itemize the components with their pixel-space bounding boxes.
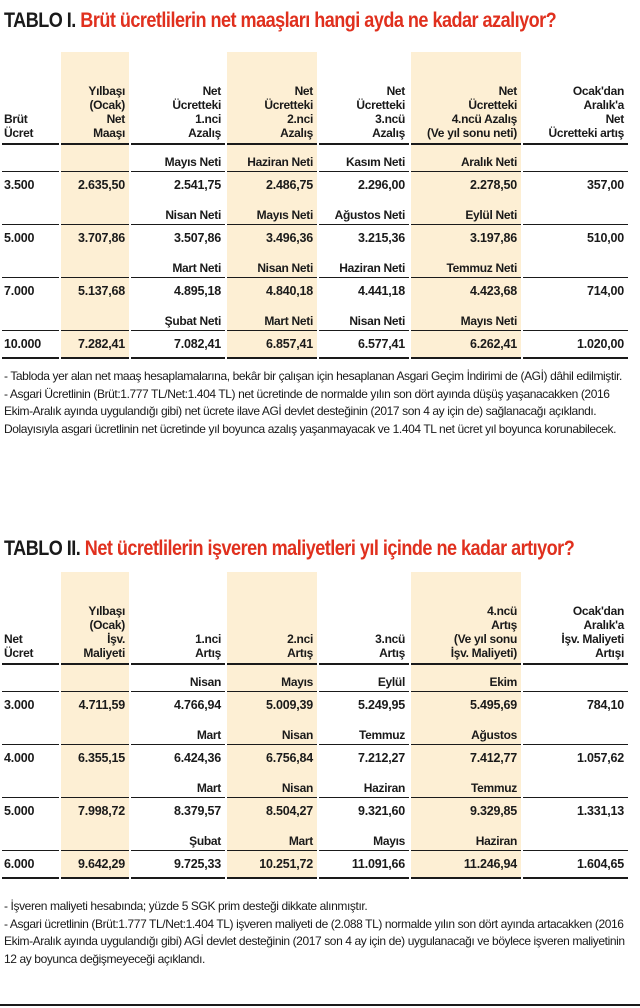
table-cell: 6.355,15 [60, 745, 130, 772]
table1-value-row [2, 331, 628, 359]
table-cell: 7.082,41 [130, 331, 226, 359]
month-label: Mart [226, 824, 318, 851]
table-cell: 3.507,86 [130, 225, 226, 252]
table-cell: 6.577,41 [318, 331, 410, 359]
month-label: Nisan Neti [130, 198, 226, 225]
table-cell: 714,00 [522, 278, 628, 305]
table-cell: 357,00 [522, 172, 628, 199]
table2-value-row [2, 692, 628, 719]
table-cell: 2.541,75 [130, 172, 226, 199]
note: - Asgari Ücretlinin (Brüt:1.777 TL/Net:1.404 TL) net ücretinde de normalde yılın son dört ayında düşüş yaşanacakken (2016 Ekim-Aralık ayında uygulandığı gibi) net ücrete ilave AGİ devlet desteğinin (2017 son 4 ay için de) sağlanacağı açıklandı. Dolayısıyla asgari ücretlinin net ücretinde yıl boyunca azalış yaşanmayacak ve 1.404 TL net ücret yıl boyunca korunabilecek. [4, 386, 617, 436]
table-cell: 7.212,27 [318, 745, 410, 772]
month-label: Mart Neti [226, 304, 318, 331]
table2-month-row [2, 718, 628, 745]
table-cell: 1.057,62 [522, 745, 628, 772]
table-cell: 2.296,00 [318, 172, 410, 199]
table-cell: 784,10 [522, 692, 628, 719]
table-cell: 7.282,41 [60, 331, 130, 359]
note: - Tabloda yer alan net maaş hesaplamalarına, bekâr bir çalışan için hesaplanan Asgari Geçim İndirimi de (AGİ) dâhil edilmiştir. [4, 369, 622, 383]
table2-value-row [2, 798, 628, 825]
month-label: Nisan [226, 718, 318, 745]
table2-col-header: 2.nci Artış [226, 572, 318, 664]
month-label: Şubat Neti [130, 304, 226, 331]
table1-value-row [2, 225, 628, 252]
table-cell: 3.197,86 [410, 225, 522, 252]
table-cell: 9.642,29 [60, 851, 130, 879]
table1-value-row [2, 172, 628, 199]
table-cell: 5.000 [2, 225, 60, 252]
table1-col-header: Net Ücretteki 3.ncü Azalış [318, 52, 410, 144]
table2 [2, 572, 628, 879]
bottom-rule [0, 1004, 640, 1006]
table2-label: TABLO II. [4, 537, 81, 560]
table-cell: 510,00 [522, 225, 628, 252]
table1-month-row [2, 144, 628, 172]
table-cell: 9.725,33 [130, 851, 226, 879]
table-cell: 7.998,72 [60, 798, 130, 825]
table-cell: 8.379,57 [130, 798, 226, 825]
month-label: Mayıs Neti [130, 144, 226, 172]
month-label: Mayıs Neti [226, 198, 318, 225]
table2-month-row [2, 771, 628, 798]
table1-question: Brüt ücretlilerin net maaşları hangi ayda ne kadar azalıyor? [80, 9, 557, 32]
table1-col-header: Net Ücretteki 2.nci Azalış [226, 52, 318, 144]
note: - İşveren maliyeti hesabında; yüzde 5 SGK prim desteği dikkate alınmıştır. [4, 899, 368, 913]
table1-col-header: Net Ücretteki 1.nci Azalış [130, 52, 226, 144]
month-label: Mayıs Neti [410, 304, 522, 331]
month-label: Mayıs [226, 664, 318, 692]
table-cell: 2.486,75 [226, 172, 318, 199]
table-cell: 5.495,69 [410, 692, 522, 719]
month-label: Haziran Neti [318, 251, 410, 278]
table-cell: 1.020,00 [522, 331, 628, 359]
table-cell: 11.246,94 [410, 851, 522, 879]
month-label: Eylül [318, 664, 410, 692]
table-cell: 10.000 [2, 331, 60, 359]
table2-col-header: Yılbaşı (Ocak) İşv. Maliyeti [60, 572, 130, 664]
table2-header-row [2, 572, 628, 664]
table-cell: 6.756,84 [226, 745, 318, 772]
month-label: Mart Neti [130, 251, 226, 278]
table2-month-row [2, 824, 628, 851]
table1-month-row [2, 304, 628, 331]
table1-month-row [2, 251, 628, 278]
table2-col-header: Ocak'dan Aralık'a İşv. Maliyeti Artışı [522, 572, 628, 664]
table2-month-row [2, 664, 628, 692]
month-label: Haziran [318, 771, 410, 798]
table-cell: 6.262,41 [410, 331, 522, 359]
month-label: Nisan Neti [226, 251, 318, 278]
table-cell: 6.424,36 [130, 745, 226, 772]
table1-label: TABLO I. [4, 9, 76, 32]
table2-col-header: 4.ncü Artış (Ve yıl sonu İşv. Maliyeti) [410, 572, 522, 664]
table-cell: 5.000 [2, 798, 60, 825]
table-cell: 5.137,68 [60, 278, 130, 305]
month-label: Nisan Neti [318, 304, 410, 331]
table-cell: 10.251,72 [226, 851, 318, 879]
table-cell: 3.000 [2, 692, 60, 719]
table1-value-row [2, 278, 628, 305]
table2-col-header: Net Ücret [4, 632, 34, 660]
table-cell: 1.331,13 [522, 798, 628, 825]
table1-col-header: Ocak'dan Aralık'a Net Ücretteki artış [522, 52, 628, 144]
table-cell: 4.441,18 [318, 278, 410, 305]
month-label: Ekim [410, 664, 522, 692]
note: - Asgari ücretlinin (Brüt:1.777 TL/Net:1.404 TL) işveren maliyeti de (2.088 TL) normalde yılın son dört ayında artacakken (2016 Ekim-Aralık ayında uygulandığı gibi) AGİ devlet desteğinin (2017 son 4 ay için de) uygulanacağı ve böylece işveren maliyetinin 12 ay boyunca değişmeyeceği açıklandı. [4, 916, 625, 966]
table-cell: 7.000 [2, 278, 60, 305]
table-cell: 6.857,41 [226, 331, 318, 359]
table1-col-header: Net Ücretteki 4.ncü Azalış (Ve yıl sonu neti) [410, 52, 522, 144]
month-label: Mart [130, 771, 226, 798]
table-cell: 4.711,59 [60, 692, 130, 719]
table-cell: 3.500 [2, 172, 60, 199]
table-cell: 11.091,66 [318, 851, 410, 879]
table-cell: 3.215,36 [318, 225, 410, 252]
table-cell: 9.321,60 [318, 798, 410, 825]
month-label: Nisan [130, 664, 226, 692]
table-cell: 8.504,27 [226, 798, 318, 825]
table2-value-row [2, 851, 628, 879]
table2-question: Net ücretlilerin işveren maliyetleri yıl içinde ne kadar artıyor? [84, 537, 575, 560]
month-label: Aralık Neti [410, 144, 522, 172]
table1-col-header: Yılbaşı (Ocak) Net Maaşı [60, 52, 130, 144]
month-label: Nisan [226, 771, 318, 798]
table2-col-header: 3.ncü Artış [318, 572, 410, 664]
table2-title [4, 536, 574, 562]
table-cell: 3.496,36 [226, 225, 318, 252]
month-label: Şubat [130, 824, 226, 851]
month-label: Haziran [410, 824, 522, 851]
month-label: Temmuz [318, 718, 410, 745]
table-cell: 5.249,95 [318, 692, 410, 719]
table-cell: 4.895,18 [130, 278, 226, 305]
month-label: Mart [130, 718, 226, 745]
month-label: Kasım Neti [318, 144, 410, 172]
table-cell: 4.766,94 [130, 692, 226, 719]
table-cell: 4.423,68 [410, 278, 522, 305]
table-cell: 9.329,85 [410, 798, 522, 825]
table2-value-row [2, 745, 628, 772]
month-label: Temmuz Neti [410, 251, 522, 278]
month-label: Eylül Neti [410, 198, 522, 225]
month-label: Ağustos Neti [318, 198, 410, 225]
month-label: Mayıs [318, 824, 410, 851]
table2-notes [4, 898, 628, 968]
table1-month-row [2, 198, 628, 225]
table-cell: 7.412,77 [410, 745, 522, 772]
month-label: Haziran Neti [226, 144, 318, 172]
table-cell: 1.604,65 [522, 851, 628, 879]
month-label: Temmuz [410, 771, 522, 798]
table1-title [4, 8, 556, 34]
table-cell: 5.009,39 [226, 692, 318, 719]
month-label: Ağustos [410, 718, 522, 745]
table-cell: 3.707,86 [60, 225, 130, 252]
table-cell: 4.000 [2, 745, 60, 772]
table1-col-header: Brüt Ücret [4, 112, 34, 140]
table2-col-header: 1.nci Artış [130, 572, 226, 664]
table1-header-row [2, 52, 628, 144]
table1 [2, 52, 628, 359]
table-cell: 6.000 [2, 851, 60, 879]
table-cell: 4.840,18 [226, 278, 318, 305]
table1-notes [4, 368, 628, 438]
table-cell: 2.635,50 [60, 172, 130, 199]
table-cell: 2.278,50 [410, 172, 522, 199]
